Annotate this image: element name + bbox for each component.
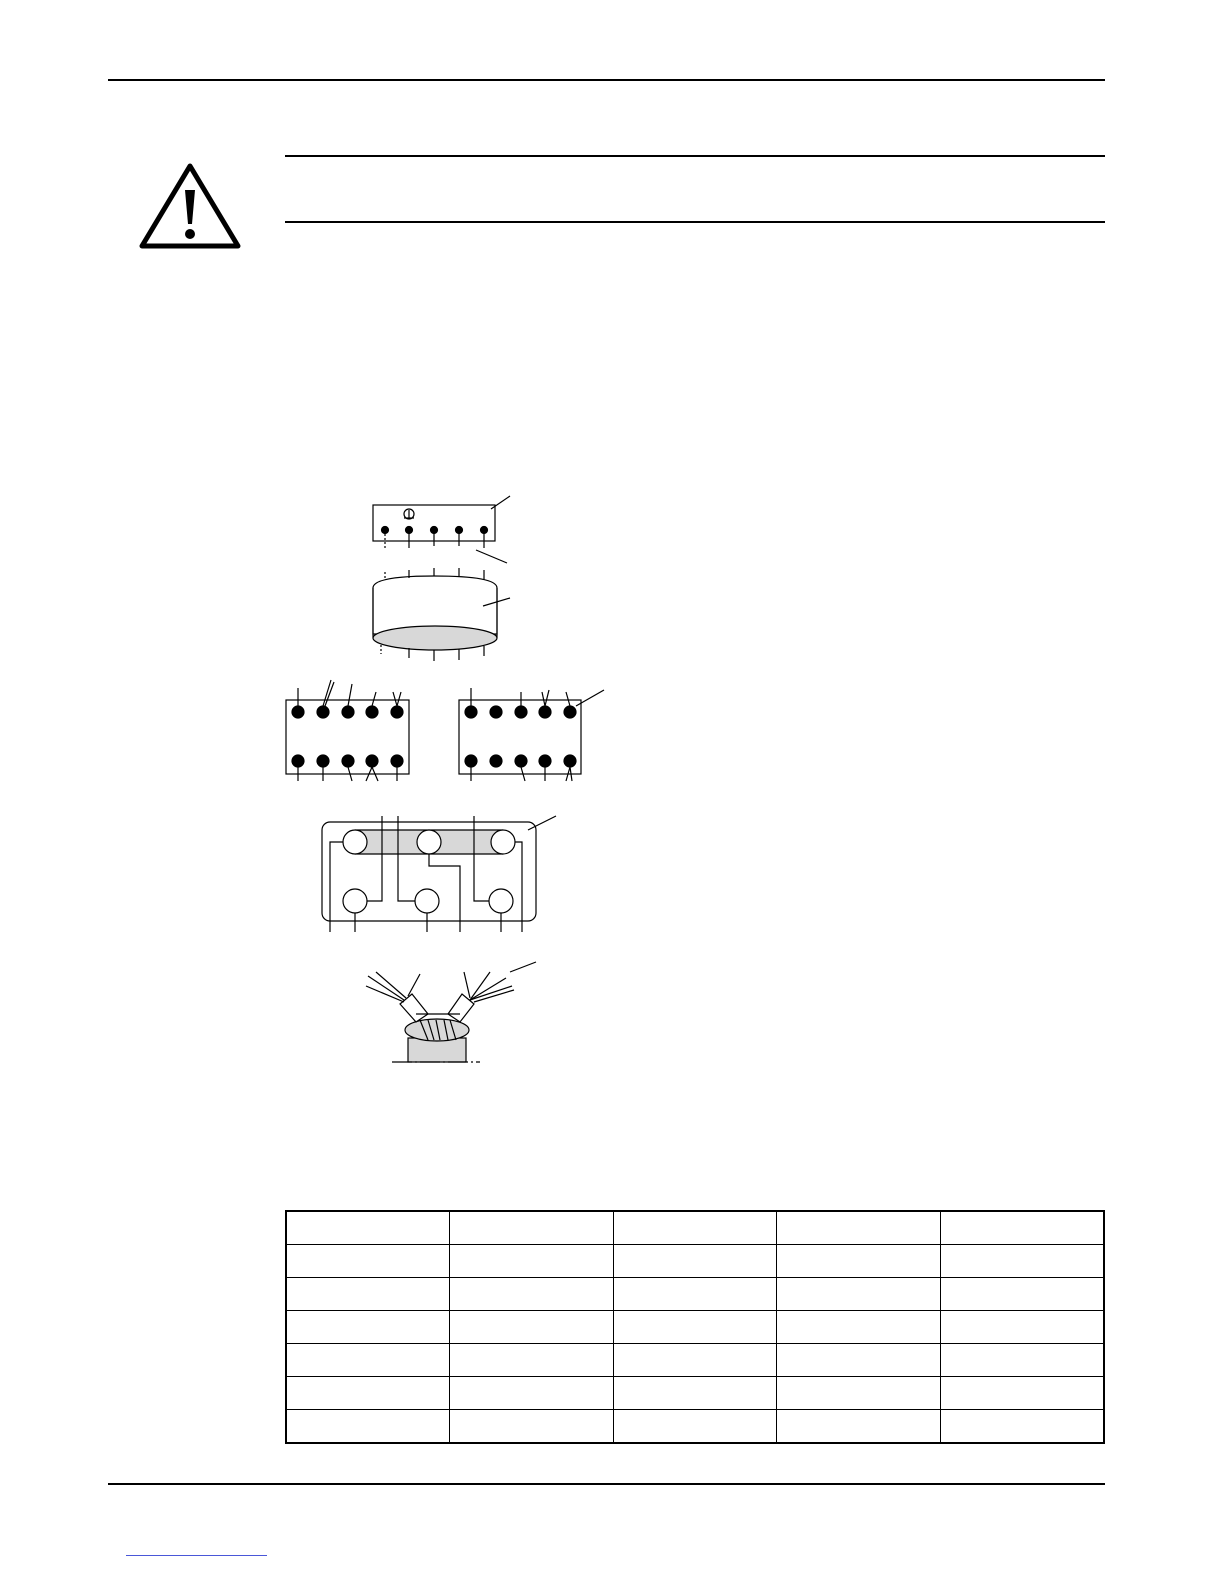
terminal-block-left [286, 680, 409, 781]
table-cell [940, 1344, 1104, 1377]
footer-link-underline[interactable] [126, 1555, 267, 1556]
table-cell [777, 1211, 941, 1245]
table-body [286, 1211, 1104, 1443]
table-cell [286, 1278, 450, 1311]
table-cell [940, 1278, 1104, 1311]
table-cell [613, 1344, 777, 1377]
table-cell [286, 1410, 450, 1444]
table-cell [286, 1344, 450, 1377]
wire-lug [366, 962, 536, 1062]
table-row [286, 1311, 1104, 1344]
table-cell [450, 1245, 614, 1278]
table-cell [450, 1410, 614, 1444]
table-cell [777, 1278, 941, 1311]
table-cell [777, 1344, 941, 1377]
table-cell [613, 1410, 777, 1444]
wiring-diagram [270, 488, 630, 1078]
table-cell [940, 1410, 1104, 1444]
header-rule [108, 79, 1105, 81]
table-cell [450, 1344, 614, 1377]
table-cell [450, 1278, 614, 1311]
table-cell [613, 1245, 777, 1278]
table-row [286, 1278, 1104, 1311]
six-terminal-board [322, 816, 556, 932]
table-cell [613, 1377, 777, 1410]
table-cell [940, 1311, 1104, 1344]
table-cell [777, 1377, 941, 1410]
table-cell [286, 1211, 450, 1245]
table-row [286, 1410, 1104, 1444]
table-cell [613, 1311, 777, 1344]
table-cell [450, 1311, 614, 1344]
table-cell [940, 1245, 1104, 1278]
table-cell [940, 1377, 1104, 1410]
terminal-block-right [459, 688, 604, 781]
table-cell [286, 1245, 450, 1278]
warning-top-rule [285, 155, 1105, 157]
table-row [286, 1245, 1104, 1278]
warning-bottom-rule [285, 221, 1105, 223]
table-cell [613, 1211, 777, 1245]
table-cell [777, 1245, 941, 1278]
table-row [286, 1211, 1104, 1245]
data-table [285, 1210, 1105, 1444]
table-cell [286, 1377, 450, 1410]
table-cell [286, 1311, 450, 1344]
table-cell [613, 1278, 777, 1311]
table-cell [777, 1311, 941, 1344]
table-row [286, 1344, 1104, 1377]
table-cell [450, 1377, 614, 1410]
ferrite-core [373, 568, 510, 661]
footer-rule [108, 1483, 1105, 1485]
table-cell [940, 1211, 1104, 1245]
table-cell [777, 1410, 941, 1444]
table-row [286, 1377, 1104, 1410]
table-cell [450, 1211, 614, 1245]
warning-triangle-icon [138, 160, 242, 252]
terminal-strip [373, 496, 510, 563]
